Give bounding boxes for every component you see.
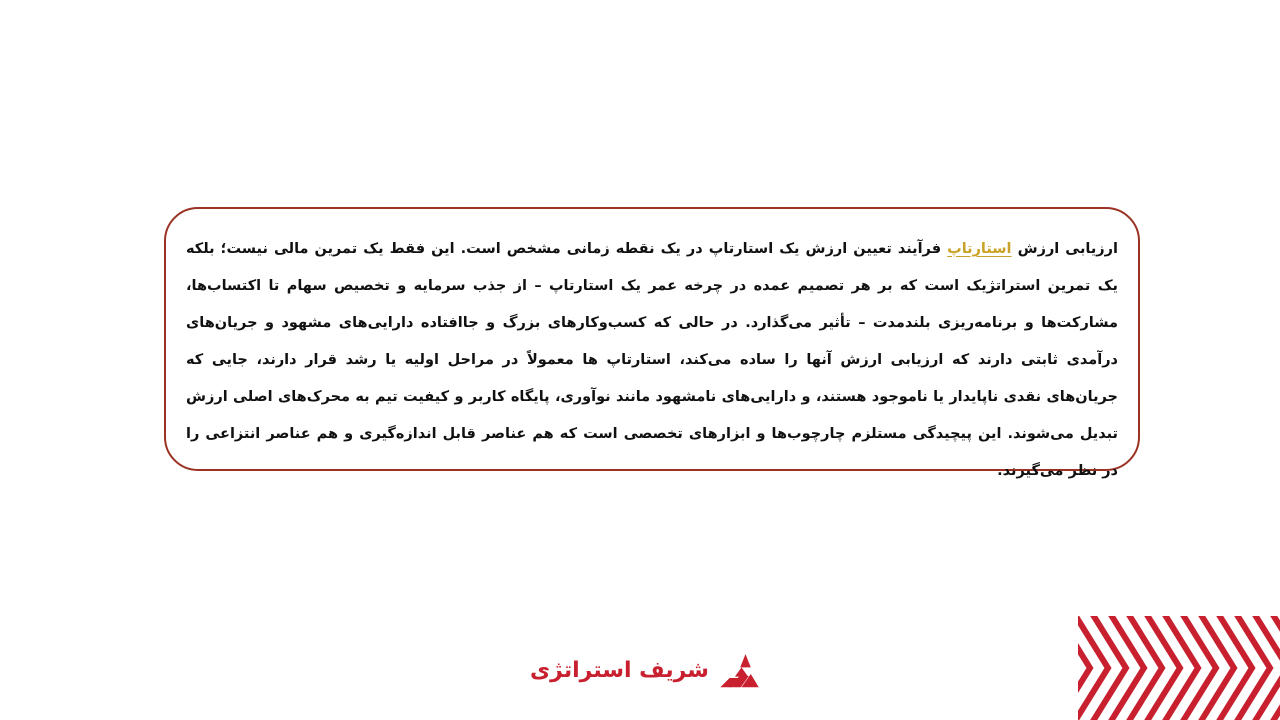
startup-link[interactable]: استارتاپ [947,241,1012,257]
brand-name: شریف استراتژی [530,657,709,683]
content-card [164,207,1140,479]
paragraph-text-rest: فرآیند تعیین ارزش یک استارتاپ در یک نقطه زمانی مشخص است. این فقط یک تمرین مالی نیست؛ بلکه یک تمرین استراتژیک است که بر هر تصمیم عمده در چرخه عمر یک استارتاپ – از جذب سرمایه و تخصیص سهام تا اکتساب‌ها، مشارکت‌ها و برنامه‌ریزی بلندمدت – تأثیر می‌گذارد. در حالی که کسب‌وکارهای بزرگ و جاافتاده دارایی‌های مشهود و جریان‌های درآمدی ثابتی دارند که ارزیابی ارزش آنها را ساده می‌کند، استارتاپ ها معمولاً در مراحل اولیه یا رشد قرار دارند، جایی که جریان‌های نقدی ناپایدار یا ناموجود هستند، و دارایی‌های نامشهود مانند نوآوری، پایگاه کاربر و کیفیت تیم به محرک‌های اصلی ارزش تبدیل می‌شوند. این پیچیدگی مستلزم چارچوب‌ها و ابزارهای تخصصی است که هم عناصر قابل اندازه‌گیری و هم عناصر انتزاعی را در نظر می‌گیرند. [186,241,1118,479]
paragraph-text-start: ارزیابی ارزش [1011,241,1118,257]
paragraph [186,231,1118,490]
brand-footer [530,640,760,700]
chevron-pattern-icon [1078,616,1280,720]
triangle-logo-icon [719,642,760,698]
